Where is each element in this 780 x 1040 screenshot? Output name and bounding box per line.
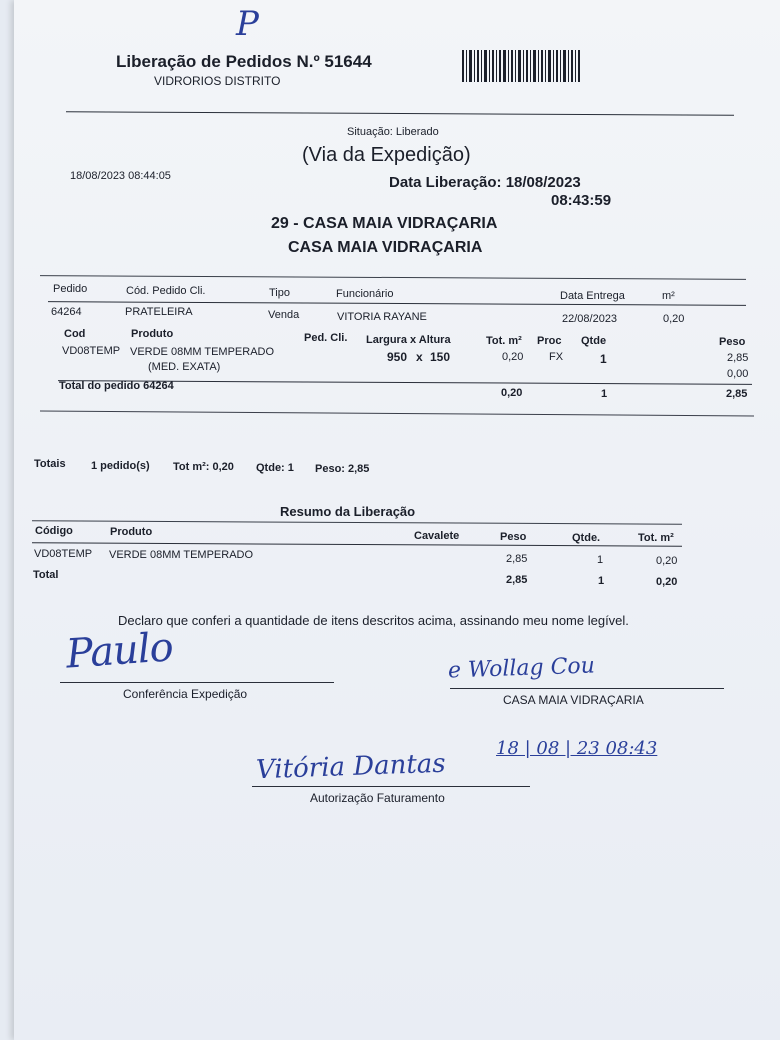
summary-codigo: VD08TEMP: [34, 548, 93, 560]
order-funcionario: VITORIA RAYANE: [337, 311, 427, 323]
order-tipo: Venda: [268, 309, 300, 321]
order-total-qtde: 1: [601, 388, 608, 400]
document-title: Liberação de Pedidos N.º 51644: [116, 52, 372, 71]
item-peso: 2,85: [727, 352, 749, 364]
autorizacao-sign-line: [252, 786, 530, 787]
summary-header-qtde: Qtde.: [572, 532, 601, 544]
summary-total-tot-m2: 0,20: [656, 576, 678, 588]
item-header-produto: Produto: [131, 328, 174, 340]
summary-peso: 2,85: [506, 553, 528, 565]
item-produto: VERDE 08MM TEMPERADO: [130, 346, 275, 358]
item-peso-2: 0,00: [727, 368, 749, 380]
conferencia-label: Conferência Expedição: [123, 687, 248, 701]
item-x: x: [416, 350, 423, 364]
order-m2: 0,20: [663, 313, 685, 325]
printed-timestamp: 18/08/2023 08:44:05: [70, 170, 171, 182]
autorizacao-label: Autorização Faturamento: [310, 791, 445, 805]
autorizacao-signature: Vitória Dantas: [255, 748, 447, 786]
col-header-data-entrega: Data Entrega: [560, 290, 625, 302]
declaration-text: Declaro que conferi a quantidade de itens descritos acima, assinando meu nome legível.: [118, 613, 629, 628]
item-largura: 950: [387, 350, 408, 364]
handwritten-mark: P: [236, 4, 259, 44]
summary-header-codigo: Código: [35, 525, 73, 537]
item-cod: VD08TEMP: [62, 345, 121, 357]
cliente-sign-line: [450, 688, 724, 689]
item-header-ped-cli: Ped. Cli.: [304, 332, 348, 344]
item-header-proc: Proc: [537, 335, 562, 347]
barcode-icon: [462, 50, 580, 82]
customer-line-1: 29 - CASA MAIA VIDRAÇARIA: [271, 215, 498, 232]
item-produto-obs: (MED. EXATA): [148, 361, 221, 373]
summary-header-produto: Produto: [110, 526, 153, 538]
summary-header-cavalete: Cavalete: [414, 530, 460, 542]
handwritten-datetime: 18 | 08 | 23 08:43: [496, 738, 658, 759]
col-header-pedido: Pedido: [53, 283, 88, 295]
cliente-signature: e Wollag Cou: [447, 653, 596, 684]
company-name: VIDRORIOS DISTRITO: [154, 74, 281, 88]
order-total-label: Total do pedido 64264: [59, 380, 174, 392]
status-text: Situação: Liberado: [347, 126, 439, 138]
summary-tot-m2: 0,20: [656, 555, 678, 567]
item-header-cod: Cod: [64, 328, 86, 340]
summary-produto: VERDE 08MM TEMPERADO: [109, 549, 254, 561]
item-header-peso: Peso: [719, 336, 746, 348]
totals-pedidos: 1 pedido(s): [91, 460, 150, 472]
totals-tot-m2: Tot m²: 0,20: [173, 461, 234, 473]
conferencia-sign-line: [60, 682, 334, 683]
order-data-entrega: 22/08/2023: [562, 313, 618, 325]
item-qtde: 1: [600, 352, 607, 366]
item-altura: 150: [430, 350, 451, 364]
via-label: (Via da Expedição): [302, 144, 471, 166]
order-pedido: 64264: [51, 306, 82, 318]
conferencia-signature: Paulo: [64, 624, 175, 678]
customer-line-2: CASA MAIA VIDRAÇARIA: [288, 239, 483, 256]
totals-label: Totais: [34, 458, 66, 470]
item-header-tot-m2: Tot. m²: [486, 335, 522, 347]
col-header-funcionario: Funcionário: [336, 288, 394, 300]
cliente-label: CASA MAIA VIDRAÇARIA: [503, 693, 644, 707]
item-tot-m2: 0,20: [502, 351, 524, 363]
release-date: Data Liberação: 18/08/2023: [389, 174, 581, 191]
summary-total-label: Total: [33, 569, 59, 581]
col-header-tipo: Tipo: [269, 287, 290, 299]
release-time: 08:43:59: [551, 192, 612, 209]
summary-total-qtde: 1: [598, 575, 605, 587]
totals-qtde: Qtde: 1: [256, 462, 294, 474]
order-total-peso: 2,85: [726, 388, 748, 400]
item-proc: FX: [549, 351, 564, 363]
col-header-cod-pedido-cli: Cód. Pedido Cli.: [126, 285, 206, 297]
totals-peso: Peso: 2,85: [315, 463, 370, 475]
summary-total-peso: 2,85: [506, 574, 528, 586]
order-total-tot-m2: 0,20: [501, 387, 523, 399]
summary-header-tot-m2: Tot. m²: [638, 532, 674, 544]
summary-title: Resumo da Liberação: [280, 504, 416, 519]
summary-header-peso: Peso: [500, 531, 527, 543]
col-header-m2: m²: [662, 290, 675, 302]
summary-qtde: 1: [597, 554, 604, 566]
order-cod-pedido-cli: PRATELEIRA: [125, 306, 193, 318]
item-header-qtde: Qtde: [581, 335, 607, 347]
item-header-largura-altura: Largura x Altura: [366, 334, 451, 346]
